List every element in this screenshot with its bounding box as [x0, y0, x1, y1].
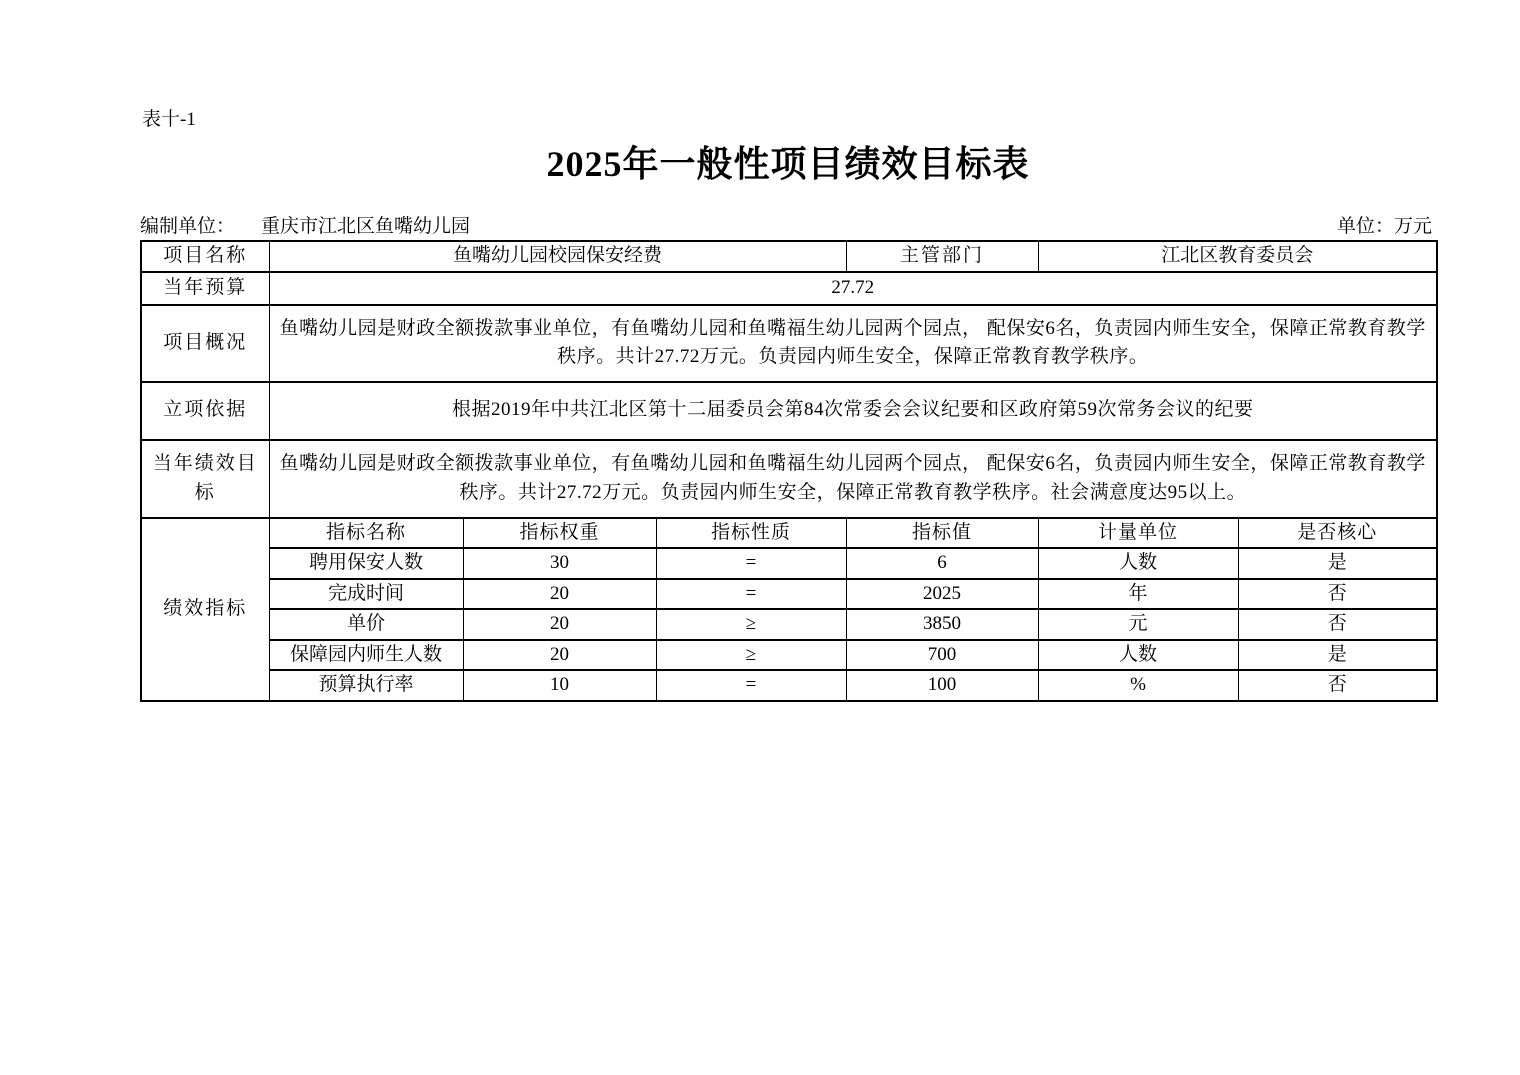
table-number-label: 表十-1	[142, 109, 196, 130]
project-name-value: 鱼嘴幼儿园校园保安经费	[269, 241, 846, 272]
page-title: 2025年一般性项目绩效目标表	[546, 144, 1030, 184]
prepared-by	[140, 211, 470, 238]
budget-value: 27.72	[269, 272, 1437, 305]
indicator-unit: 年	[1038, 579, 1238, 610]
indicator-header-nature: 指标性质	[656, 518, 846, 549]
indicator-weight: 10	[463, 670, 656, 701]
basis-label: 立项依据	[141, 382, 269, 440]
indicator-nature: =	[656, 670, 846, 701]
indicator-name: 单价	[269, 609, 463, 640]
goal-value: 鱼嘴幼儿园是财政全额拨款事业单位，有鱼嘴幼儿园和鱼嘴福生幼儿园两个园点， 配保安6名，负责园内师生安全，保障正常教育教学秩序。共计27.72万元。负责园内师生安全，保障正常教育教学秩序。社会满意度达95以上。	[269, 440, 1437, 518]
indicator-unit: %	[1038, 670, 1238, 701]
budget-label: 当年预算	[141, 272, 269, 305]
indicator-name: 预算执行率	[269, 670, 463, 701]
indicator-core: 否	[1238, 579, 1437, 610]
overview-value: 鱼嘴幼儿园是财政全额拨款事业单位，有鱼嘴幼儿园和鱼嘴福生幼儿园两个园点， 配保安6名，负责园内师生安全，保障正常教育教学秩序。共计27.72万元。负责园内师生安全，保障正常教育教学秩序。	[269, 305, 1437, 382]
indicator-unit: 人数	[1038, 548, 1238, 579]
row-project-name	[141, 241, 1437, 272]
indicator-core: 是	[1238, 548, 1437, 579]
performance-target-table	[140, 240, 1438, 702]
basis-value: 根据2019年中共江北区第十二届委员会第84次常委会会议纪要和区政府第59次常务会议的纪要	[269, 382, 1437, 440]
indicator-value: 3850	[846, 609, 1038, 640]
indicator-unit: 元	[1038, 609, 1238, 640]
row-goal	[141, 440, 1437, 518]
indicator-row	[141, 670, 1437, 701]
overview-label: 项目概况	[141, 305, 269, 382]
row-basis	[141, 382, 1437, 440]
goal-label: 当年绩效目标	[141, 440, 269, 518]
indicator-core: 否	[1238, 670, 1437, 701]
indicator-nature: =	[656, 579, 846, 610]
meta-row	[140, 211, 1436, 238]
indicator-value: 2025	[846, 579, 1038, 610]
prepared-by-value: 重庆市江北区鱼嘴幼儿园	[261, 216, 471, 237]
indicator-header-name: 指标名称	[269, 518, 463, 549]
unit-label: 单位：万元	[1336, 216, 1432, 237]
department-value: 江北区教育委员会	[1038, 241, 1437, 272]
indicator-value: 6	[846, 548, 1038, 579]
row-indicator-header	[141, 518, 1437, 549]
indicator-row	[141, 640, 1437, 671]
indicator-weight: 20	[463, 609, 656, 640]
prepared-by-label: 编制单位：	[140, 216, 236, 237]
indicator-weight: 20	[463, 579, 656, 610]
indicator-weight: 30	[463, 548, 656, 579]
indicator-nature: ≥	[656, 609, 846, 640]
indicator-nature: ≥	[656, 640, 846, 671]
indicator-nature: =	[656, 548, 846, 579]
indicator-core: 是	[1238, 640, 1437, 671]
indicator-core: 否	[1238, 609, 1437, 640]
indicator-header-core: 是否核心	[1238, 518, 1437, 549]
indicator-value: 100	[846, 670, 1038, 701]
indicator-weight: 20	[463, 640, 656, 671]
row-overview	[141, 305, 1437, 382]
indicator-unit: 人数	[1038, 640, 1238, 671]
row-budget	[141, 272, 1437, 305]
indicators-label: 绩效指标	[141, 518, 269, 701]
indicator-name: 聘用保安人数	[269, 548, 463, 579]
department-label: 主管部门	[846, 241, 1038, 272]
indicator-value: 700	[846, 640, 1038, 671]
indicator-header-weight: 指标权重	[463, 518, 656, 549]
indicator-header-value: 指标值	[846, 518, 1038, 549]
indicator-row	[141, 579, 1437, 610]
indicator-row	[141, 548, 1437, 579]
indicator-name: 保障园内师生人数	[269, 640, 463, 671]
indicator-name: 完成时间	[269, 579, 463, 610]
indicator-header-unit: 计量单位	[1038, 518, 1238, 549]
indicator-row	[141, 609, 1437, 640]
project-name-label: 项目名称	[141, 241, 269, 272]
